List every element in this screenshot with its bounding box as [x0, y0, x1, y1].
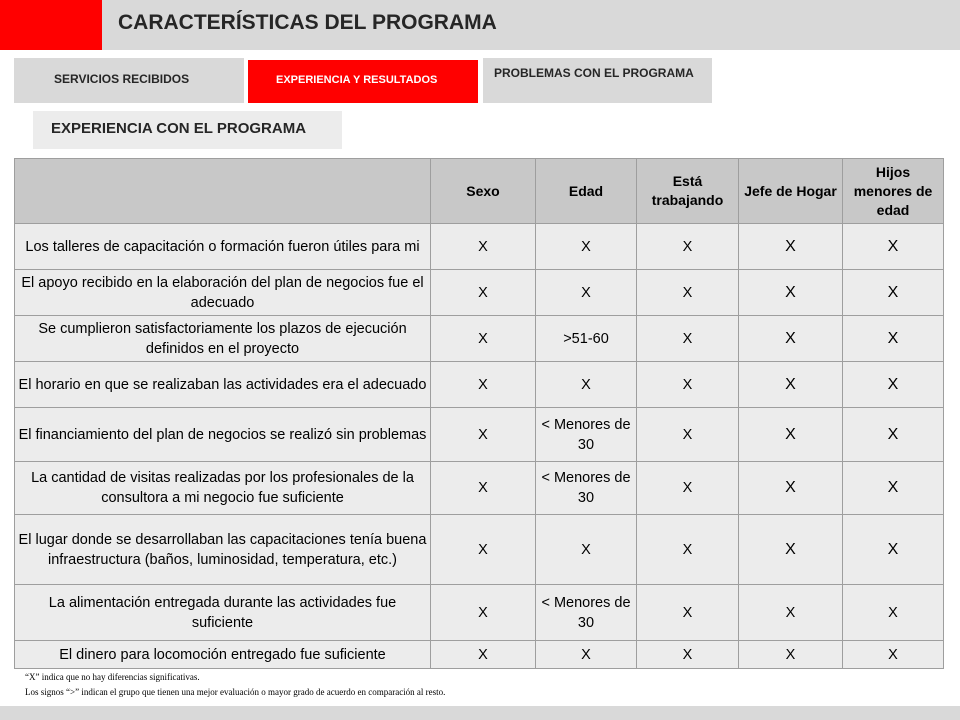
header-accent-block [0, 0, 102, 50]
cell-jefe-de-hogar: X [739, 515, 843, 585]
cell-jefe-de-hogar: X [739, 641, 843, 669]
cell-sexo: X [431, 224, 536, 270]
table-row [15, 224, 944, 270]
table-header-edad: Edad [536, 159, 637, 224]
tab-experiencia-y-resultados[interactable]: EXPERIENCIA Y RESULTADOS [248, 60, 478, 103]
cell-esta-trabajando: X [637, 641, 739, 669]
table-header-blank [15, 159, 431, 224]
cell-hijos-menores: X [843, 585, 944, 641]
table-row [15, 462, 944, 515]
cell-hijos-menores: X [843, 462, 944, 515]
tab-problemas-con-el-programa[interactable]: PROBLEMAS CON EL PROGRAMA [483, 58, 712, 103]
cell-sexo: X [431, 515, 536, 585]
row-question: El financiamiento del plan de negocios se realizó sin problemas [15, 408, 431, 462]
cell-edad: X [536, 515, 637, 585]
footnote-x-meaning: “X” indica que no hay diferencias significativas. [25, 672, 200, 682]
cell-esta-trabajando: X [637, 270, 739, 316]
table-row [15, 585, 944, 641]
cell-esta-trabajando: X [637, 224, 739, 270]
cell-jefe-de-hogar: X [739, 362, 843, 408]
cell-esta-trabajando: X [637, 362, 739, 408]
cell-edad: X [536, 362, 637, 408]
cell-edad: < Menores de 30 [536, 408, 637, 462]
cell-edad: X [536, 270, 637, 316]
cell-sexo: X [431, 362, 536, 408]
cell-hijos-menores: X [843, 270, 944, 316]
cell-sexo: X [431, 641, 536, 669]
row-question: La alimentación entregada durante las actividades fue suficiente [15, 585, 431, 641]
cell-esta-trabajando: X [637, 462, 739, 515]
cell-esta-trabajando: X [637, 515, 739, 585]
table-row [15, 408, 944, 462]
cell-edad: < Menores de 30 [536, 462, 637, 515]
row-question: El dinero para locomoción entregado fue suficiente [15, 641, 431, 669]
cell-sexo: X [431, 462, 536, 515]
table-row [15, 270, 944, 316]
cell-jefe-de-hogar: X [739, 462, 843, 515]
cell-hijos-menores: X [843, 515, 944, 585]
cell-sexo: X [431, 585, 536, 641]
row-question: Se cumplieron satisfactoriamente los plazos de ejecución definidos en el proyecto [15, 316, 431, 362]
cell-hijos-menores: X [843, 641, 944, 669]
cell-sexo: X [431, 408, 536, 462]
cell-hijos-menores: X [843, 362, 944, 408]
table-row [15, 515, 944, 585]
cell-sexo: X [431, 316, 536, 362]
cell-jefe-de-hogar: X [739, 224, 843, 270]
row-question: La cantidad de visitas realizadas por los profesionales de la consultora a mi negocio fue suficiente [15, 462, 431, 515]
tab-servicios-recibidos[interactable]: SERVICIOS RECIBIDOS [14, 58, 244, 103]
section-title: EXPERIENCIA CON EL PROGRAMA [33, 111, 342, 149]
cell-jefe-de-hogar: X [739, 408, 843, 462]
cell-edad: >51-60 [536, 316, 637, 362]
cell-hijos-menores: X [843, 408, 944, 462]
table-header-hijos-menores: Hijos menores de edad [843, 159, 944, 224]
cell-sexo: X [431, 270, 536, 316]
cell-edad: X [536, 224, 637, 270]
cell-esta-trabajando: X [637, 585, 739, 641]
table-row [15, 641, 944, 669]
table-header-sexo: Sexo [431, 159, 536, 224]
cell-jefe-de-hogar: X [739, 316, 843, 362]
table-header-row [15, 159, 944, 224]
cell-esta-trabajando: X [637, 408, 739, 462]
cell-hijos-menores: X [843, 224, 944, 270]
footnote-symbol-meaning: Los signos “>” indican el grupo que tienen una mejor evaluación o mayor grado de acuerdo en comparación al resto. [25, 687, 446, 697]
table-row [15, 362, 944, 408]
results-table [14, 158, 944, 669]
page-title: CARACTERÍSTICAS DEL PROGRAMA [118, 11, 497, 34]
row-question: El lugar donde se desarrollaban las capacitaciones tenía buena infraestructura (baños, luminosidad, temperatura, etc.) [15, 515, 431, 585]
table-header-esta-trabajando: Está trabajando [637, 159, 739, 224]
cell-hijos-menores: X [843, 316, 944, 362]
cell-jefe-de-hogar: X [739, 270, 843, 316]
bottom-bar [0, 706, 960, 720]
cell-jefe-de-hogar: X [739, 585, 843, 641]
cell-edad: X [536, 641, 637, 669]
cell-esta-trabajando: X [637, 316, 739, 362]
table-row [15, 316, 944, 362]
table-header-jefe-de-hogar: Jefe de Hogar [739, 159, 843, 224]
row-question: El horario en que se realizaban las actividades era el adecuado [15, 362, 431, 408]
cell-edad: < Menores de 30 [536, 585, 637, 641]
row-question: Los talleres de capacitación o formación fueron útiles para mi [15, 224, 431, 270]
row-question: El apoyo recibido en la elaboración del plan de negocios fue el adecuado [15, 270, 431, 316]
